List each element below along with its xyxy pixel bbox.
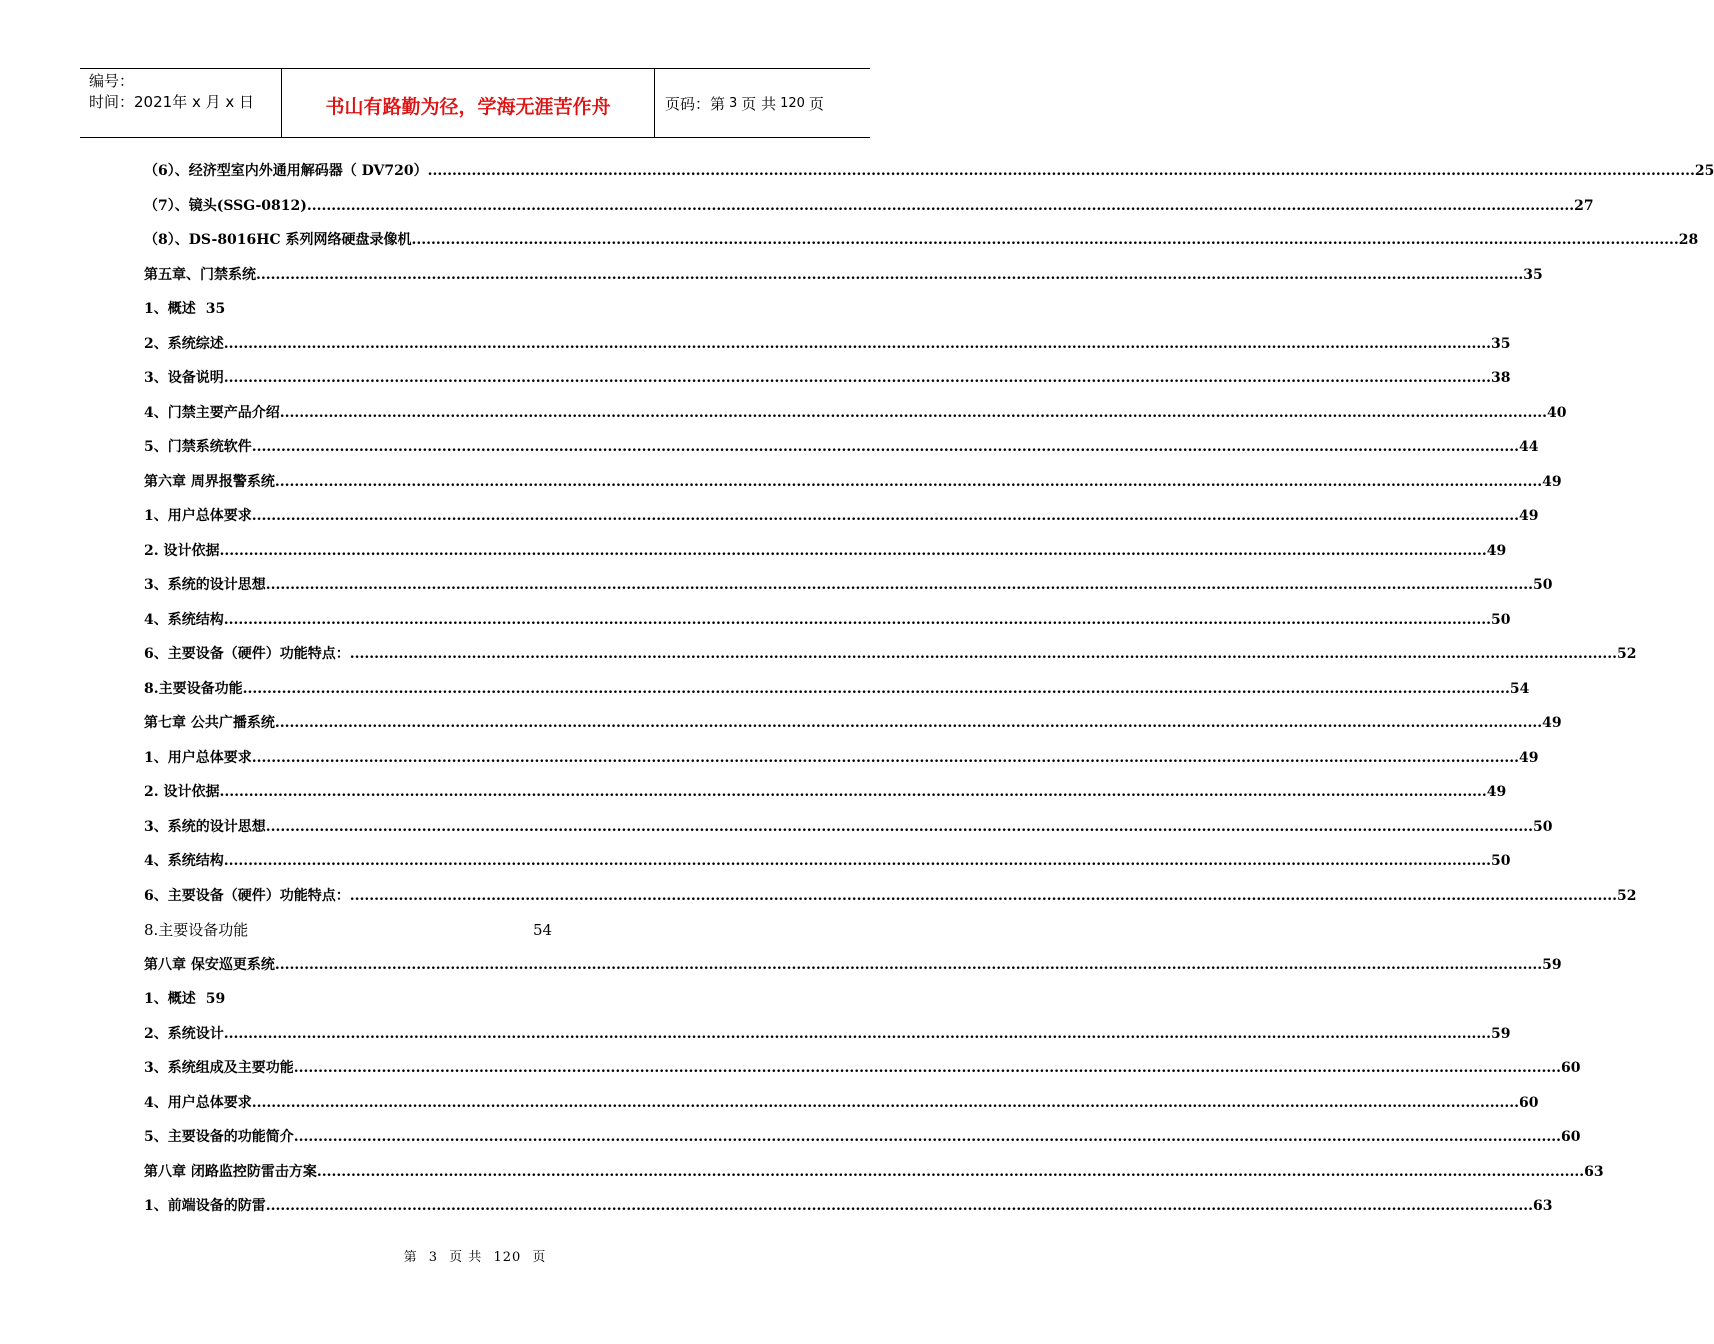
toc-entry[interactable] — [144, 747, 1539, 769]
toc-leader-dots: .................................................................................................................................................................................................................................................................... — [251, 439, 1519, 455]
toc-entry[interactable] — [144, 954, 1562, 976]
toc-entry[interactable] — [144, 540, 1507, 562]
toc-entry-title: 2. 设计依据 — [144, 784, 220, 800]
toc-leader-dots: .................................................................................................................................................................................................................................................................... — [223, 335, 1491, 352]
toc-entry-title: （6）、经济型室内外通用解码器（ DV720） — [144, 163, 428, 179]
toc-entry-page: 52 — [1617, 646, 1637, 662]
toc-entry-title: 6、主要设备（硬件）功能特点： — [144, 887, 350, 904]
toc-entry-page: 60 — [1519, 1094, 1539, 1111]
toc-entry[interactable] — [144, 505, 1539, 527]
toc-leader-dots: .................................................................................................................................................................................................................................................................... — [316, 1163, 1585, 1180]
toc-entry-page: 35 — [1523, 266, 1543, 283]
toc-entry[interactable] — [144, 264, 1543, 286]
toc-entry-page: 28 — [1678, 232, 1699, 248]
toc-entry-title: 第六章 周界报警系统 — [144, 473, 275, 490]
toc-leader-dots: .................................................................................................................................................................................................................................................................... — [293, 1129, 1561, 1145]
toc-leader-dots: .................................................................................................................................................................................................................................................................... — [306, 197, 1575, 214]
toc-entry-title: 4、用户总体要求 — [144, 1094, 252, 1111]
toc-leader-dots: .................................................................................................................................................................................................................................................................... — [251, 1094, 1519, 1111]
toc-entry-page: 27 — [1574, 197, 1594, 214]
toc-entry-title: 4、系统结构 — [144, 853, 224, 869]
footer-total: 120 — [493, 1250, 522, 1265]
toc-entry-page: 60 — [1561, 1060, 1581, 1076]
toc-entry[interactable] — [144, 1092, 1539, 1114]
toc-entry-title: 第八章 保安巡更系统 — [144, 956, 275, 973]
toc-leader-dots: .................................................................................................................................................................................................................................................................... — [223, 1025, 1491, 1042]
toc-leader-dots: .................................................................................................................................................................................................................................................................... — [265, 1198, 1533, 1214]
toc-entry-page: 35 — [205, 301, 226, 317]
toc-leader-dots: .................................................................................................................................................................................................................................................................... — [411, 232, 1679, 248]
toc-leader-dots: .................................................................................................................................................................................................................................................................... — [293, 1060, 1561, 1076]
toc-entry-title: 4、门禁主要产品介绍 — [144, 404, 280, 421]
toc-leader-dots: .................................................................................................................................................................................................................................................................... — [223, 853, 1491, 869]
toc-leader-dots: .................................................................................................................................................................................................................................................................... — [223, 370, 1491, 386]
toc-entry-page: 38 — [1491, 370, 1511, 386]
toc-entry-title: 1、概述 — [144, 301, 196, 317]
toc-entry-title: 第七章 公共广播系统 — [144, 715, 275, 731]
toc-entry-title: 2、系统设计 — [144, 1025, 224, 1042]
toc-leader-dots: .................................................................................................................................................................................................................................................................... — [349, 646, 1617, 662]
toc-entry[interactable] — [144, 574, 1553, 596]
toc-entry-page: 50 — [1533, 818, 1553, 835]
toc-entry-title: 5、门禁系统软件 — [144, 439, 252, 455]
toc-entry-page: 50 — [1491, 611, 1511, 628]
toc-leader-dots: .................................................................................................................................................................................................................................................................... — [274, 715, 1543, 731]
toc-entry[interactable] — [144, 333, 1511, 355]
page-mid: 页 共 — [741, 94, 777, 113]
toc-leader-dots: .................................................................................................................................................................................................................................................................... — [349, 887, 1617, 904]
toc-leader-dots: .................................................................................................................................................................................................................................................................... — [274, 473, 1543, 490]
toc-leader-dots: .................................................................................................................................................................................................................................................................... — [251, 749, 1519, 766]
toc-entry[interactable] — [144, 1057, 1581, 1079]
toc-entry[interactable] — [144, 781, 1507, 803]
toc-entry[interactable] — [144, 1126, 1581, 1148]
toc-entry-title: 3、设备说明 — [144, 370, 224, 386]
toc-entry-title: 8.主要设备功能 — [144, 921, 249, 939]
footer-mid: 页 共 — [449, 1250, 483, 1265]
toc-entry[interactable] — [144, 850, 1511, 872]
toc-entry-title: 2、系统综述 — [144, 335, 224, 352]
toc-entry-title: 第八章 闭路监控防雷击方案 — [144, 1163, 317, 1180]
toc-entry[interactable] — [144, 195, 1594, 217]
toc-entry[interactable] — [144, 816, 1553, 838]
time-year: 2021 — [134, 93, 173, 111]
toc-entry-title: 1、用户总体要求 — [144, 749, 252, 766]
toc-entry-page: 49 — [1542, 473, 1562, 490]
toc-entry[interactable] — [144, 1161, 1604, 1183]
toc-entry-page: 63 — [1533, 1198, 1553, 1214]
toc-entry[interactable] — [144, 988, 806, 1010]
toc-entry[interactable] — [144, 160, 1714, 182]
toc-entry-page: 49 — [1542, 715, 1562, 731]
page-total: 120 — [780, 95, 805, 111]
page-footer — [0, 1246, 950, 1265]
toc-entry[interactable] — [144, 919, 806, 941]
toc-entry-page: 60 — [1561, 1129, 1581, 1145]
toc-entry-page: 54 — [1509, 680, 1530, 697]
header-page-info — [655, 69, 870, 137]
footer-prefix: 第 — [403, 1250, 418, 1265]
toc-leader-dots: .................................................................................................................................................................................................................................................................... — [274, 956, 1543, 973]
toc-leader-dots: .................................................................................................................................................................................................................................................................... — [427, 163, 1695, 179]
toc-entry-title: 5、主要设备的功能简介 — [144, 1129, 294, 1145]
toc-entry-title: 1、前端设备的防雷 — [144, 1198, 266, 1214]
toc-entry-page: 49 — [1519, 508, 1539, 524]
toc-leader-dots: .................................................................................................................................................................................................................................................................... — [265, 577, 1533, 593]
header-motto: 书山有路勤为径，学海无涯苦作舟 — [282, 69, 655, 137]
toc-entry-page: 49 — [1486, 784, 1507, 800]
toc-entry-page: 35 — [1491, 335, 1511, 352]
page-suffix: 页 — [808, 94, 824, 113]
toc-entry-title: 3、系统组成及主要功能 — [144, 1060, 294, 1076]
toc-entry[interactable] — [144, 1195, 1553, 1217]
toc-leader-dots: .................................................................................................................................................................................................................................................................... — [242, 680, 1510, 697]
toc-entry-title: 3、系统的设计思想 — [144, 818, 266, 835]
toc-entry-page: 54 — [533, 921, 553, 939]
page-header — [80, 68, 870, 138]
toc-leader-dots: .................................................................................................................................................................................................................................................................... — [279, 404, 1547, 421]
toc-entry[interactable] — [144, 298, 806, 320]
page-number: 3 — [729, 95, 738, 111]
toc-entry-page: 59 — [1542, 956, 1562, 973]
toc-entry[interactable] — [144, 678, 1530, 700]
toc-entry-title: 2. 设计依据 — [144, 542, 220, 559]
toc-entry-title: 4、系统结构 — [144, 611, 224, 628]
toc-entry-title: 1、概述 — [144, 991, 196, 1007]
toc-leader-dots: .................................................................................................................................................................................................................................................................... — [265, 818, 1533, 835]
toc-entry[interactable] — [144, 609, 1511, 631]
toc-entry-page: 59 — [205, 991, 226, 1007]
toc-entry-title: （7）、镜头(SSG-0812) — [144, 197, 307, 214]
toc-entry[interactable] — [144, 712, 1562, 734]
toc-entry[interactable] — [144, 471, 1562, 493]
toc-entry-page: 52 — [1617, 887, 1637, 904]
toc-entry-title: （8）、DS-8016HC 系列网络硬盘录像机 — [144, 232, 412, 248]
toc-leader-dots: .................................................................................................................................................................................................................................................................... — [219, 784, 1487, 800]
toc-entry[interactable] — [144, 1023, 1511, 1045]
page-prefix: 页码：第 — [665, 94, 726, 113]
toc-entry-title: 8.主要设备功能 — [144, 680, 243, 697]
toc-entry-title: 第五章、门禁系统 — [144, 266, 256, 283]
toc-entry-page: 49 — [1519, 749, 1539, 766]
toc-leader-dots: .................................................................................................................................................................................................................................................................... — [223, 611, 1491, 628]
toc-leader-dots: .................................................................................................................................................................................................................................................................... — [256, 266, 1524, 283]
toc-entry-title: 1、用户总体要求 — [144, 508, 252, 524]
toc-entry-title: 6、主要设备（硬件）功能特点： — [144, 646, 350, 662]
toc-entry-page: 59 — [1491, 1025, 1511, 1042]
number-label: 编号： — [89, 72, 135, 90]
toc-entry[interactable] — [144, 643, 1637, 665]
toc-leader-dots: .................................................................................................................................................................................................................................................................... — [251, 508, 1519, 524]
time-line — [89, 92, 281, 113]
footer-suffix: 页 — [532, 1250, 547, 1265]
toc-entry-page: 25 — [1694, 163, 1714, 179]
toc-entry[interactable] — [144, 402, 1567, 424]
time-rest: 年 x 月 x 日 — [172, 93, 255, 111]
time-label: 时间： — [89, 93, 135, 111]
toc-entry-page: 50 — [1491, 853, 1511, 869]
toc-entry-page: 49 — [1486, 542, 1507, 559]
toc-entry[interactable] — [144, 229, 1699, 251]
toc-entry[interactable] — [144, 885, 1637, 907]
header-meta — [80, 69, 282, 137]
toc-entry-page: 50 — [1533, 577, 1553, 593]
toc-entry-page: 44 — [1519, 439, 1539, 455]
toc-entry[interactable] — [144, 367, 1511, 389]
toc-entry-title: 3、系统的设计思想 — [144, 577, 266, 593]
toc-entry[interactable] — [144, 436, 1539, 458]
toc-entry-page: 40 — [1547, 404, 1567, 421]
toc-entry-page: 63 — [1584, 1163, 1604, 1180]
footer-page: 3 — [428, 1250, 439, 1265]
toc-leader-dots: .................................................................................................................................................................................................................................................................... — [219, 542, 1487, 559]
